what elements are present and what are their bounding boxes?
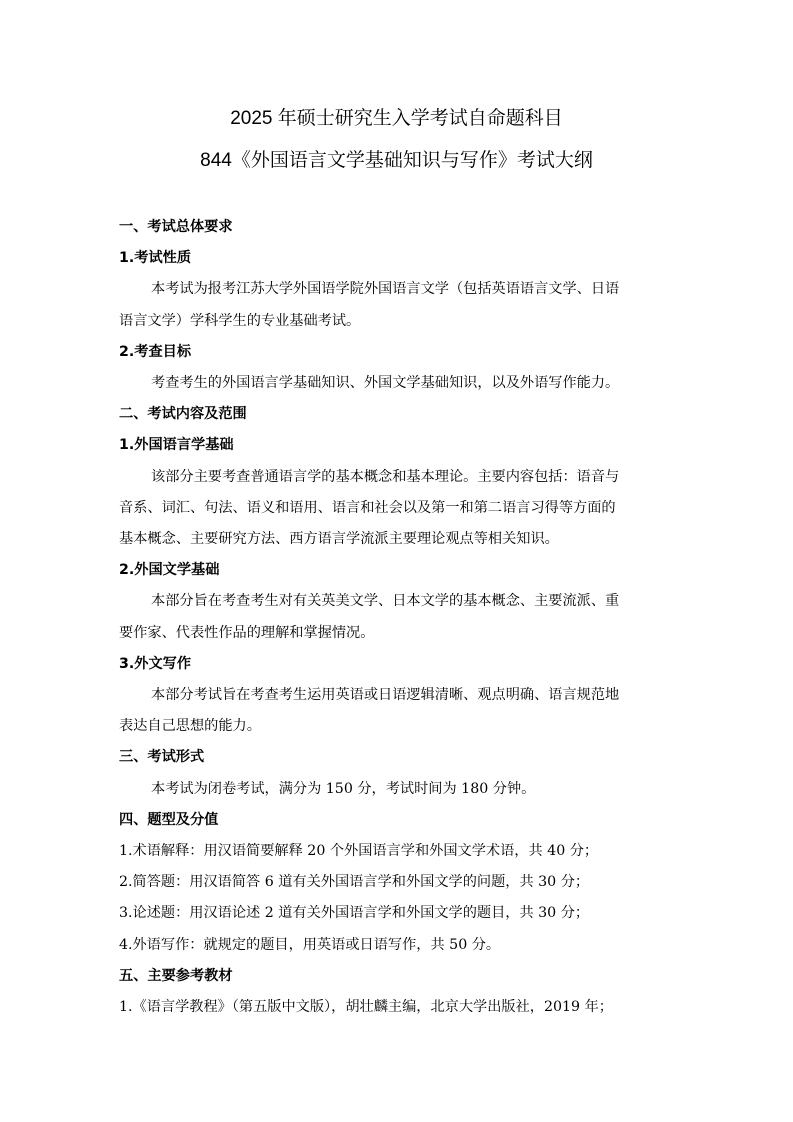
list-item-question-type: 2.简答题：用汉语简答 6 道有关外国语言学和外国文学的问题，共 30 分；: [119, 874, 590, 891]
paragraph-exam-nature-line2: 语言文学）学科学生的专业基础考试。: [119, 312, 361, 329]
subheading-exam-objectives: 2.考查目标: [119, 343, 192, 360]
paragraph-linguistics-line1: 该部分主要考查普通语言学的基本概念和基本理论。主要内容包括：语音与: [151, 468, 620, 485]
paragraph-linguistics-line3: 基本概念、主要研究方法、西方语言学流派主要理论观点等相关知识。: [119, 531, 559, 548]
list-item-question-type: 4.外语写作：就规定的题目，用英语或日语写作，共 50 分。: [119, 936, 501, 953]
paragraph-exam-format: 本考试为闭卷考试，满分为 150 分，考试时间为 180 分钟。: [151, 780, 536, 797]
section-heading-exam-format: 三、考试形式: [119, 749, 205, 766]
list-item-question-type: 3.论述题：用汉语论述 2 道有关外国语言学和外国文学的题目，共 30 分；: [119, 905, 590, 922]
paragraph-exam-nature-line1: 本考试为报考江苏大学外国语学院外国语言文学（包括英语语言文学、日语: [151, 281, 620, 298]
section-heading-general-requirements: 一、考试总体要求: [119, 219, 233, 235]
document-title-line2: 844《外国语言文学基础知识与写作》考试大纲: [200, 150, 593, 171]
paragraph-writing-line1: 本部分考试旨在考查考生运用英语或日语逻辑清晰、观点明确、语言规范地: [151, 687, 620, 704]
paragraph-exam-objectives: 考查考生的外国语言学基础知识、外国文学基础知识，以及外语写作能力。: [151, 375, 620, 392]
subheading-exam-nature: 1.考试性质: [119, 250, 192, 267]
document-title-line1: 2025 年硕士研究生入学考试自命题科目: [230, 108, 563, 129]
list-item-question-type: 1.术语解释：用汉语简要解释 20 个外国语言学和外国文学术语，共 40 分；: [119, 843, 599, 860]
list-item-reference: 1.《语言学教程》（第五版中文版），胡壮麟主编，北京大学出版社，2019 年；: [119, 999, 613, 1016]
document-body: [119, 212, 675, 1023]
paragraph-literature-line2: 要作家、代表性作品的理解和掌握情况。: [119, 624, 375, 641]
subheading-writing: 3.外文写作: [119, 655, 192, 672]
subheading-linguistics: 1.外国语言学基础: [119, 437, 234, 454]
subheading-literature: 2.外国文学基础: [119, 562, 220, 579]
section-heading-references: 五、主要参考教材: [119, 967, 233, 984]
section-heading-question-types: 四、题型及分值: [119, 811, 219, 828]
paragraph-literature-line1: 本部分旨在考查考生对有关英美文学、日本文学的基本概念、主要流派、重: [151, 593, 620, 610]
section-heading-content-scope: 二、考试内容及范围: [119, 406, 247, 423]
paragraph-writing-line2: 表达自己思想的能力。: [119, 718, 261, 735]
paragraph-linguistics-line2: 音系、词汇、句法、语义和语用、语言和社会以及第一和第二语言习得等方面的: [119, 499, 616, 516]
